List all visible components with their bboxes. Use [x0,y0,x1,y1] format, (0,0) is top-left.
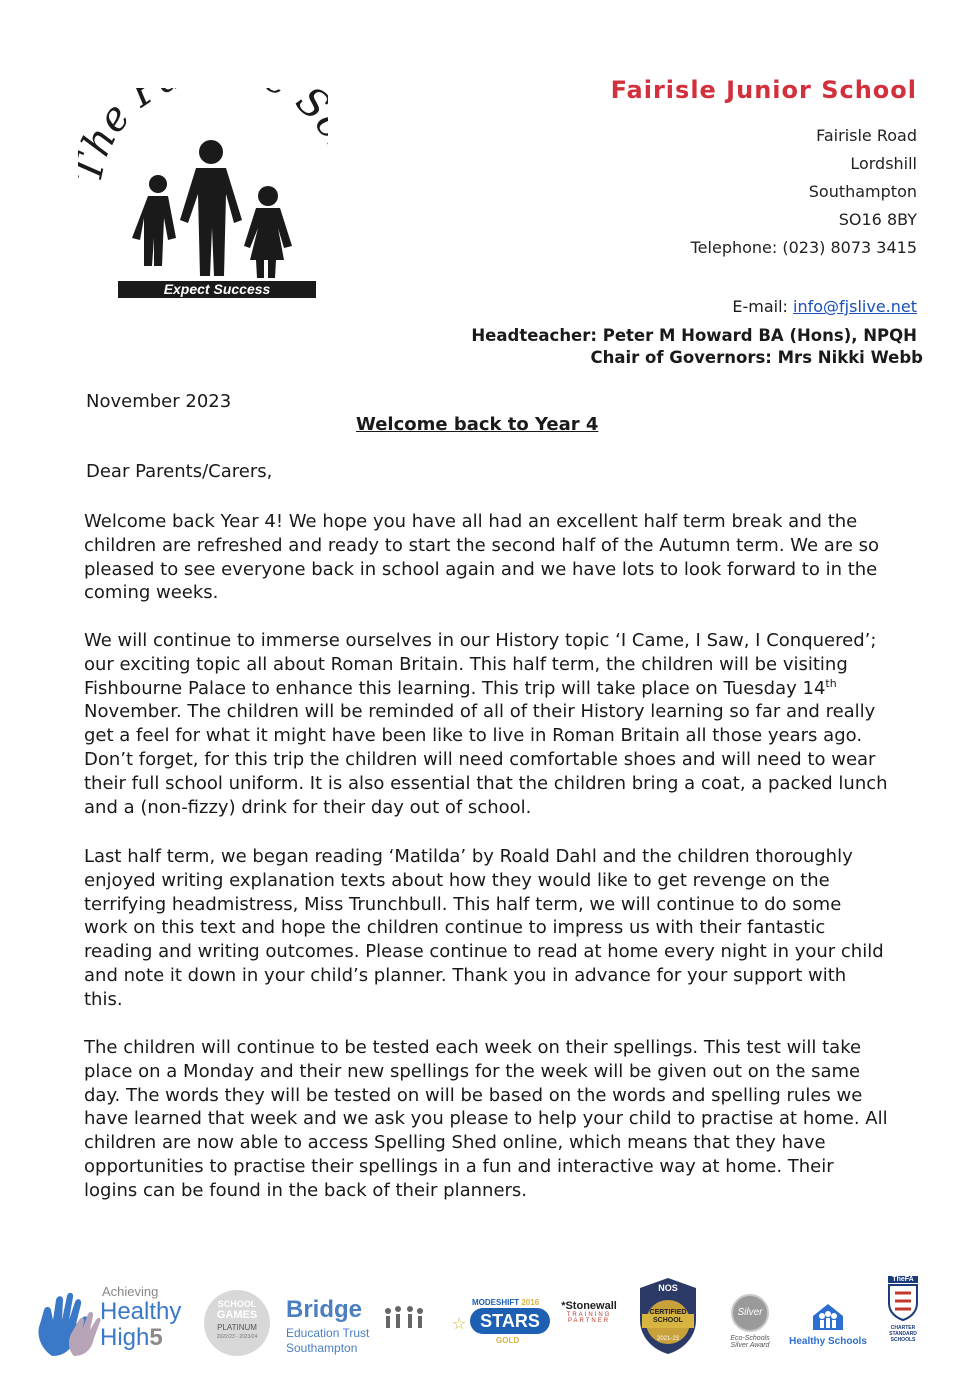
fa-charter-logo [880,1276,926,1360]
eco-line2: Silver Award [730,1342,770,1349]
paragraph-line: pleased to see everyone back in school again and we have lots to look forward to in the [84,558,878,580]
hh5-line2: Healthy [100,1298,182,1325]
paragraph-line: their full school uniform. It is also essential that the children bring a coat, a packed lunch [84,772,888,794]
headteacher: Headteacher: Peter M Howard BA (Hons), NPQH [471,326,917,345]
eco-line1: Eco-Schools [730,1335,770,1342]
letter-title: Welcome back to Year 4 [356,414,599,435]
paragraph-line: get a feel for what it might have been like to live in Roman Britain all those years ago. [84,725,863,747]
paragraph-line: Don’t forget, for this trip the children will need comfortable shoes and will need to wear [84,748,876,770]
bridge-line1: Education Trust [286,1326,370,1340]
address-line: Southampton [808,182,917,201]
nos-top: NOS [658,1283,678,1293]
three-lions-shield-icon [887,1283,919,1321]
sw-line1 [556,1300,622,1312]
sw-line3: PARTNER [567,1318,611,1324]
paragraph-line: coming weeks. [84,582,219,604]
nos-line3: 2021-23 [656,1336,680,1342]
paragraph-line: place on a Monday and their new spellings for the week will be given out on the same [84,1060,861,1082]
sg-line1: SCHOOL [217,1299,257,1309]
paragraph-line: children are refreshed and ready to start the second half of the Autumn term. We are so [84,534,880,556]
modeshift-stars-logo [450,1298,554,1350]
paragraph-line: enjoyed writing explanation texts about how they would like to get revenge on the [84,869,830,891]
paragraph-line: We will continue to immerse ourselves in our History topic ‘I Came, I Saw, I Conquered’; [84,630,877,651]
hh5-five: 5 [149,1324,163,1351]
paragraph-line: Welcome back Year 4! We hope you have all had an excellent half term break and the [84,511,858,532]
star-icon: ☆ [452,1314,467,1333]
school-logo [78,88,328,303]
greeting: Dear Parents/Carers, [86,461,273,482]
logo-figures-icon [78,88,328,283]
hs-label: Healthy Schools [789,1336,867,1347]
fa-line1: CHARTER [890,1325,916,1331]
sg-line3: PLATINUM [217,1323,257,1332]
address-line: Lordshill [850,154,917,173]
email-link[interactable]: info@fjslive.net [793,297,917,316]
paragraph-line: children are now able to access Spelling Shed online, which means that they have [84,1132,826,1154]
asterisk-icon: * [561,1300,566,1312]
paragraph-line: logins can be found in the back of their planners. [84,1179,528,1201]
address-line: Fairisle Road [816,126,917,145]
chair-of-governors: Chair of Governors: Mrs Nikki Webb [590,348,923,367]
letter-date: November 2023 [86,391,232,412]
sw-line1-text: Stonewall [565,1300,617,1312]
paragraph-4 [84,1036,888,1203]
address-line: SO16 8BY [838,210,917,229]
paragraph-line: The children will continue to be tested each week on their spellings. This test will take [84,1037,862,1058]
stonewall-logo [556,1300,622,1340]
bridge-title: Bridge [286,1296,363,1323]
paragraph-line: terrifying headmistress, Miss Trunchbull. This half term, we will continue to do some [84,893,842,915]
eco-badge: Silver [731,1294,769,1332]
ms-year: 2016 [521,1298,540,1307]
logo-arc-text: he F [78,88,168,163]
paragraph-2 [84,629,888,819]
bridge-logo [286,1296,436,1360]
people-arch-icon [382,1306,426,1328]
hh5-high: High [100,1324,150,1351]
paragraph-line: reading and writing outcomes. Please continue to read at home every night in your child [84,941,884,963]
hands-icon [34,1290,104,1358]
school-name: Fairisle Junior School [610,76,917,104]
paragraph-text: Fishbourne Palace to enhance this learning. This trip will take place on Tuesday 14 [84,677,826,699]
sw-line2: TRAINING [566,1312,612,1318]
fa-line3: SCHOOLS [890,1337,916,1343]
house-people-icon [811,1302,845,1332]
eco-schools-logo [718,1294,782,1356]
paragraph-line: work on this text and hope the children continue to impress us with their fantastic [84,917,826,939]
paragraph-line [84,677,874,701]
paragraph-1 [84,510,880,605]
paragraph-line: and note it down in your child’s planner. Thank you in advance for your support with [84,964,847,986]
ms-level: GOLD [496,1336,520,1345]
sg-line4: 2022/23 - 2023/24 [216,1334,258,1340]
telephone: Telephone: (023) 8073 3415 [690,238,917,257]
ms-top-text: MODESHIFT [472,1298,520,1307]
sg-line2: GAMES [216,1309,258,1321]
email-label: E-mail: [732,297,794,316]
ordinal-suffix: th [825,676,837,690]
paragraph-line: day. The words they will be tested on will be based on the words and spelling rules we [84,1084,863,1106]
ms-stars: STARS [470,1308,550,1334]
fa-line2: STANDARD [889,1331,917,1337]
paragraph-line: have learned that week and we ask you please to help your child to practise at home. All [84,1108,888,1130]
healthy-high5-logo [34,1284,204,1364]
nos-certified-logo [636,1276,700,1356]
school-games-logo [204,1290,270,1356]
bridge-line2: Southampton [286,1341,358,1355]
email-line [732,297,917,316]
logo-banner: Expect Success [118,281,316,298]
paragraph-line: Last half term, we began reading ‘Matilda’ by Roald Dahl and the children thoroughly [84,846,853,867]
paragraph-line: this. [84,988,123,1010]
paragraph-line: November. The children will be reminded of all of their History learning so far and really [84,701,876,723]
nos-line2: SCHOOL [653,1317,683,1324]
hh5-line1: Achieving [102,1284,159,1299]
paragraph-3 [84,845,884,1012]
nos-line1: CERTIFIED [649,1309,687,1316]
hh5-line3 [100,1324,163,1352]
ms-top [472,1298,539,1307]
paragraph-line: opportunities to practise their spellings in a fun and interactive way at home. Their [84,1155,834,1177]
fa-top: TheFA [888,1276,918,1283]
paragraph-line: and a (non-fizzy) drink for their day out of school. [84,796,532,818]
paragraph-line: our exciting topic all about Roman Britain. This half term, the children will be visiting [84,653,848,675]
healthy-schools-logo [786,1302,870,1352]
